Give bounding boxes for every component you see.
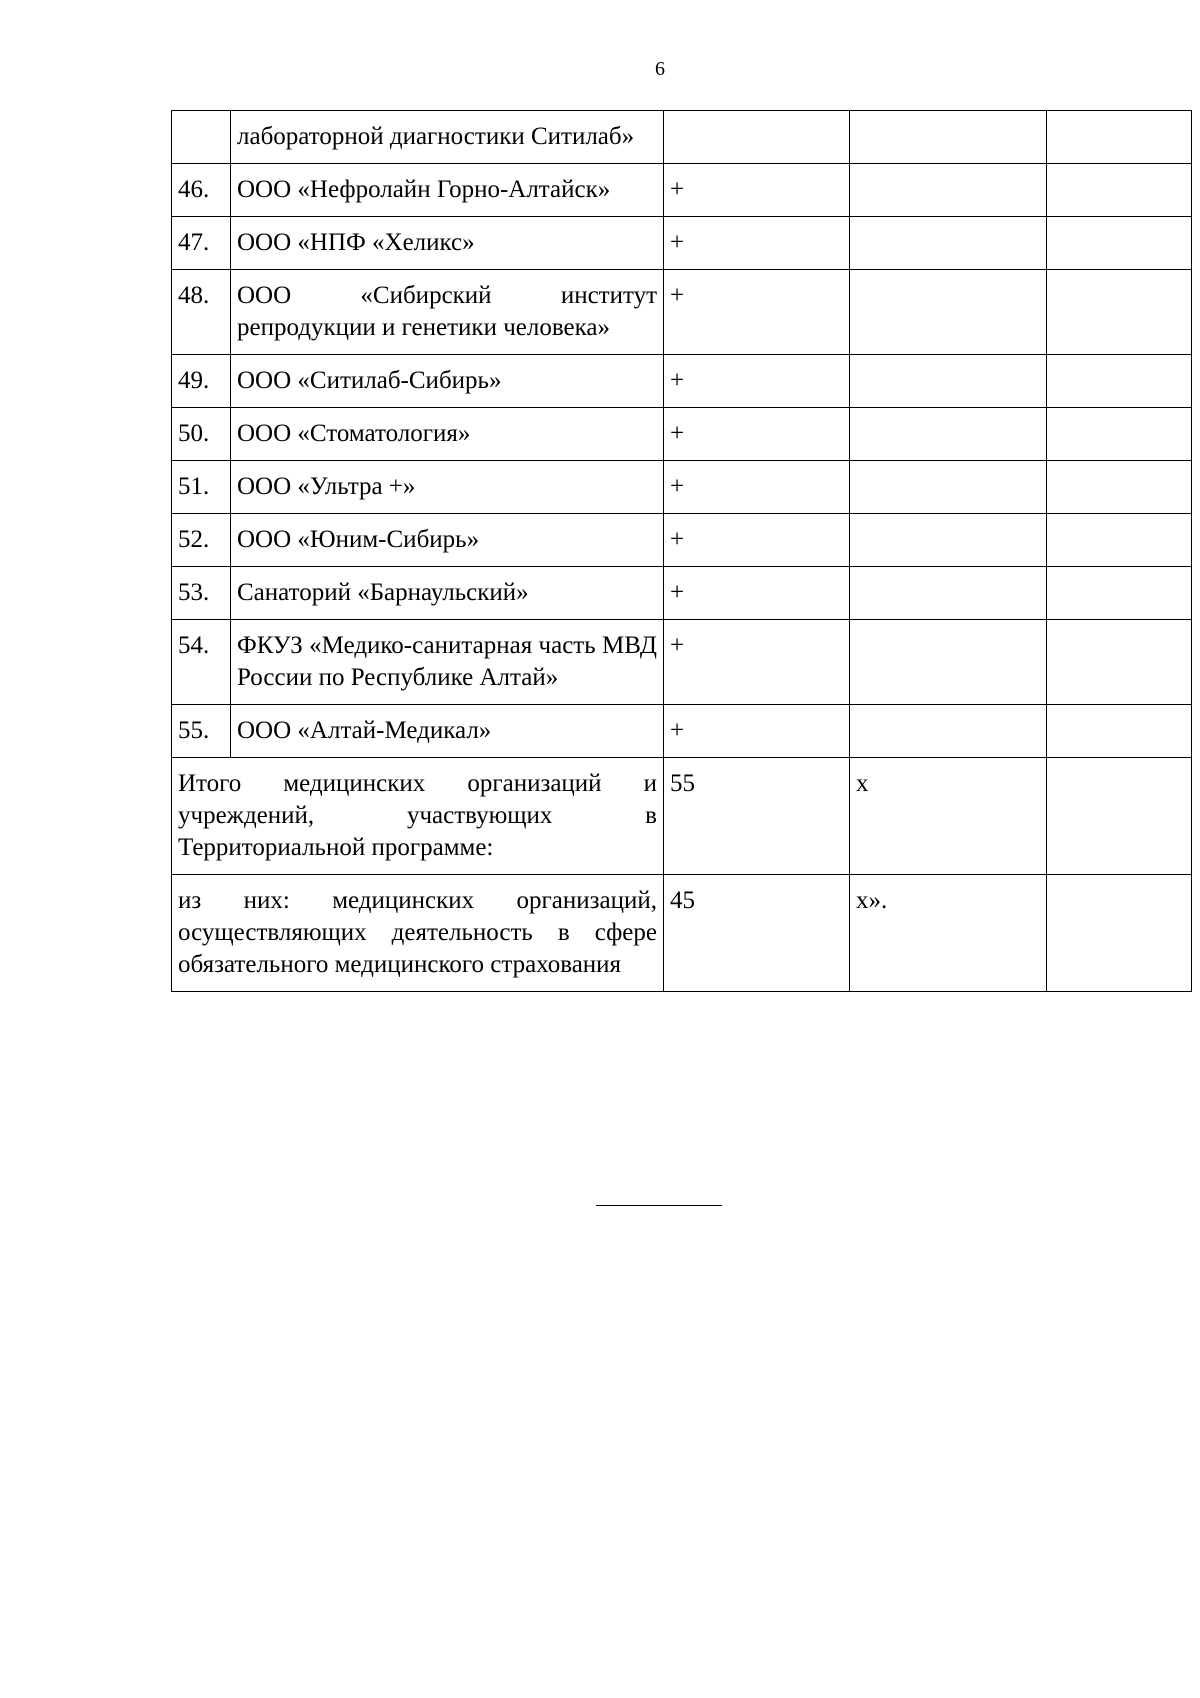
participation-mark: + — [664, 620, 850, 705]
totals-col2: х». — [850, 875, 1047, 992]
organization-name: ООО «Нефролайн Горно-Алтайск» — [231, 164, 664, 217]
totals-count: 55 — [664, 758, 850, 875]
participation-mark: + — [664, 164, 850, 217]
cell-col2 — [850, 705, 1047, 758]
cell-col2 — [850, 408, 1047, 461]
totals-col3 — [1047, 875, 1192, 992]
cell-col2 — [850, 164, 1047, 217]
participation-mark: + — [664, 217, 850, 270]
table-row — [172, 164, 1192, 217]
table-row — [172, 567, 1192, 620]
cell-col3 — [1047, 567, 1192, 620]
table-row — [172, 270, 1192, 355]
table-row — [172, 355, 1192, 408]
table-body — [172, 111, 1192, 992]
row-number: 50. — [172, 408, 231, 461]
row-number: 48. — [172, 270, 231, 355]
organizations-table — [171, 110, 1192, 992]
cell-col2 — [850, 270, 1047, 355]
totals-row — [172, 875, 1192, 992]
row-number: 55. — [172, 705, 231, 758]
organization-name: ООО «Юним-Сибирь» — [231, 514, 664, 567]
row-number: 46. — [172, 164, 231, 217]
totals-col3 — [1047, 758, 1192, 875]
table-row — [172, 705, 1192, 758]
row-number: 52. — [172, 514, 231, 567]
table-row — [172, 514, 1192, 567]
participation-mark: + — [664, 705, 850, 758]
table-row — [172, 461, 1192, 514]
row-number: 51. — [172, 461, 231, 514]
cell-col3 — [1047, 217, 1192, 270]
organization-name: ООО «Ультра +» — [231, 461, 664, 514]
organization-name: ООО «Сибирский институт репродукции и генетики человека» — [231, 270, 664, 355]
table-row — [172, 217, 1192, 270]
organization-name: ООО «НПФ «Хеликс» — [231, 217, 664, 270]
cell-col2 — [850, 355, 1047, 408]
page-number: 6 — [655, 58, 665, 80]
cell-col3 — [1047, 408, 1192, 461]
participation-mark — [664, 111, 850, 164]
organization-name: лабораторной диагностики Ситилаб» — [231, 111, 664, 164]
row-number — [172, 111, 231, 164]
table-row — [172, 620, 1192, 705]
cell-col2 — [850, 514, 1047, 567]
cell-col3 — [1047, 461, 1192, 514]
table-row — [172, 408, 1192, 461]
organization-name: ФКУЗ «Медико-санитарная часть МВД России по Республике Алтай» — [231, 620, 664, 705]
cell-col3 — [1047, 705, 1192, 758]
cell-col2 — [850, 111, 1047, 164]
row-number: 47. — [172, 217, 231, 270]
row-number: 49. — [172, 355, 231, 408]
organization-name: ООО «Алтай-Медикал» — [231, 705, 664, 758]
row-number: 54. — [172, 620, 231, 705]
cell-col3 — [1047, 355, 1192, 408]
totals-label: из них: медицинских организаций, осуществляющих деятельность в сфере обязательного медицинского страхования — [172, 875, 664, 992]
table-row — [172, 111, 1192, 164]
cell-col2 — [850, 620, 1047, 705]
cell-col3 — [1047, 514, 1192, 567]
participation-mark: + — [664, 355, 850, 408]
cell-col2 — [850, 461, 1047, 514]
organization-name: ООО «Стоматология» — [231, 408, 664, 461]
cell-col3 — [1047, 620, 1192, 705]
totals-row — [172, 758, 1192, 875]
participation-mark: + — [664, 270, 850, 355]
participation-mark: + — [664, 408, 850, 461]
cell-col2 — [850, 567, 1047, 620]
participation-mark: + — [664, 514, 850, 567]
row-number: 53. — [172, 567, 231, 620]
participation-mark: + — [664, 461, 850, 514]
cell-col3 — [1047, 270, 1192, 355]
organization-name: Санаторий «Барнаульский» — [231, 567, 664, 620]
organization-name: ООО «Ситилаб-Сибирь» — [231, 355, 664, 408]
totals-col2: х — [850, 758, 1047, 875]
cell-col2 — [850, 217, 1047, 270]
participation-mark: + — [664, 567, 850, 620]
cell-col3 — [1047, 111, 1192, 164]
cell-col3 — [1047, 164, 1192, 217]
footer-rule — [596, 1205, 722, 1206]
totals-count: 45 — [664, 875, 850, 992]
totals-label: Итого медицинских организаций и учреждений, участвующих в Территориальной программе: — [172, 758, 664, 875]
